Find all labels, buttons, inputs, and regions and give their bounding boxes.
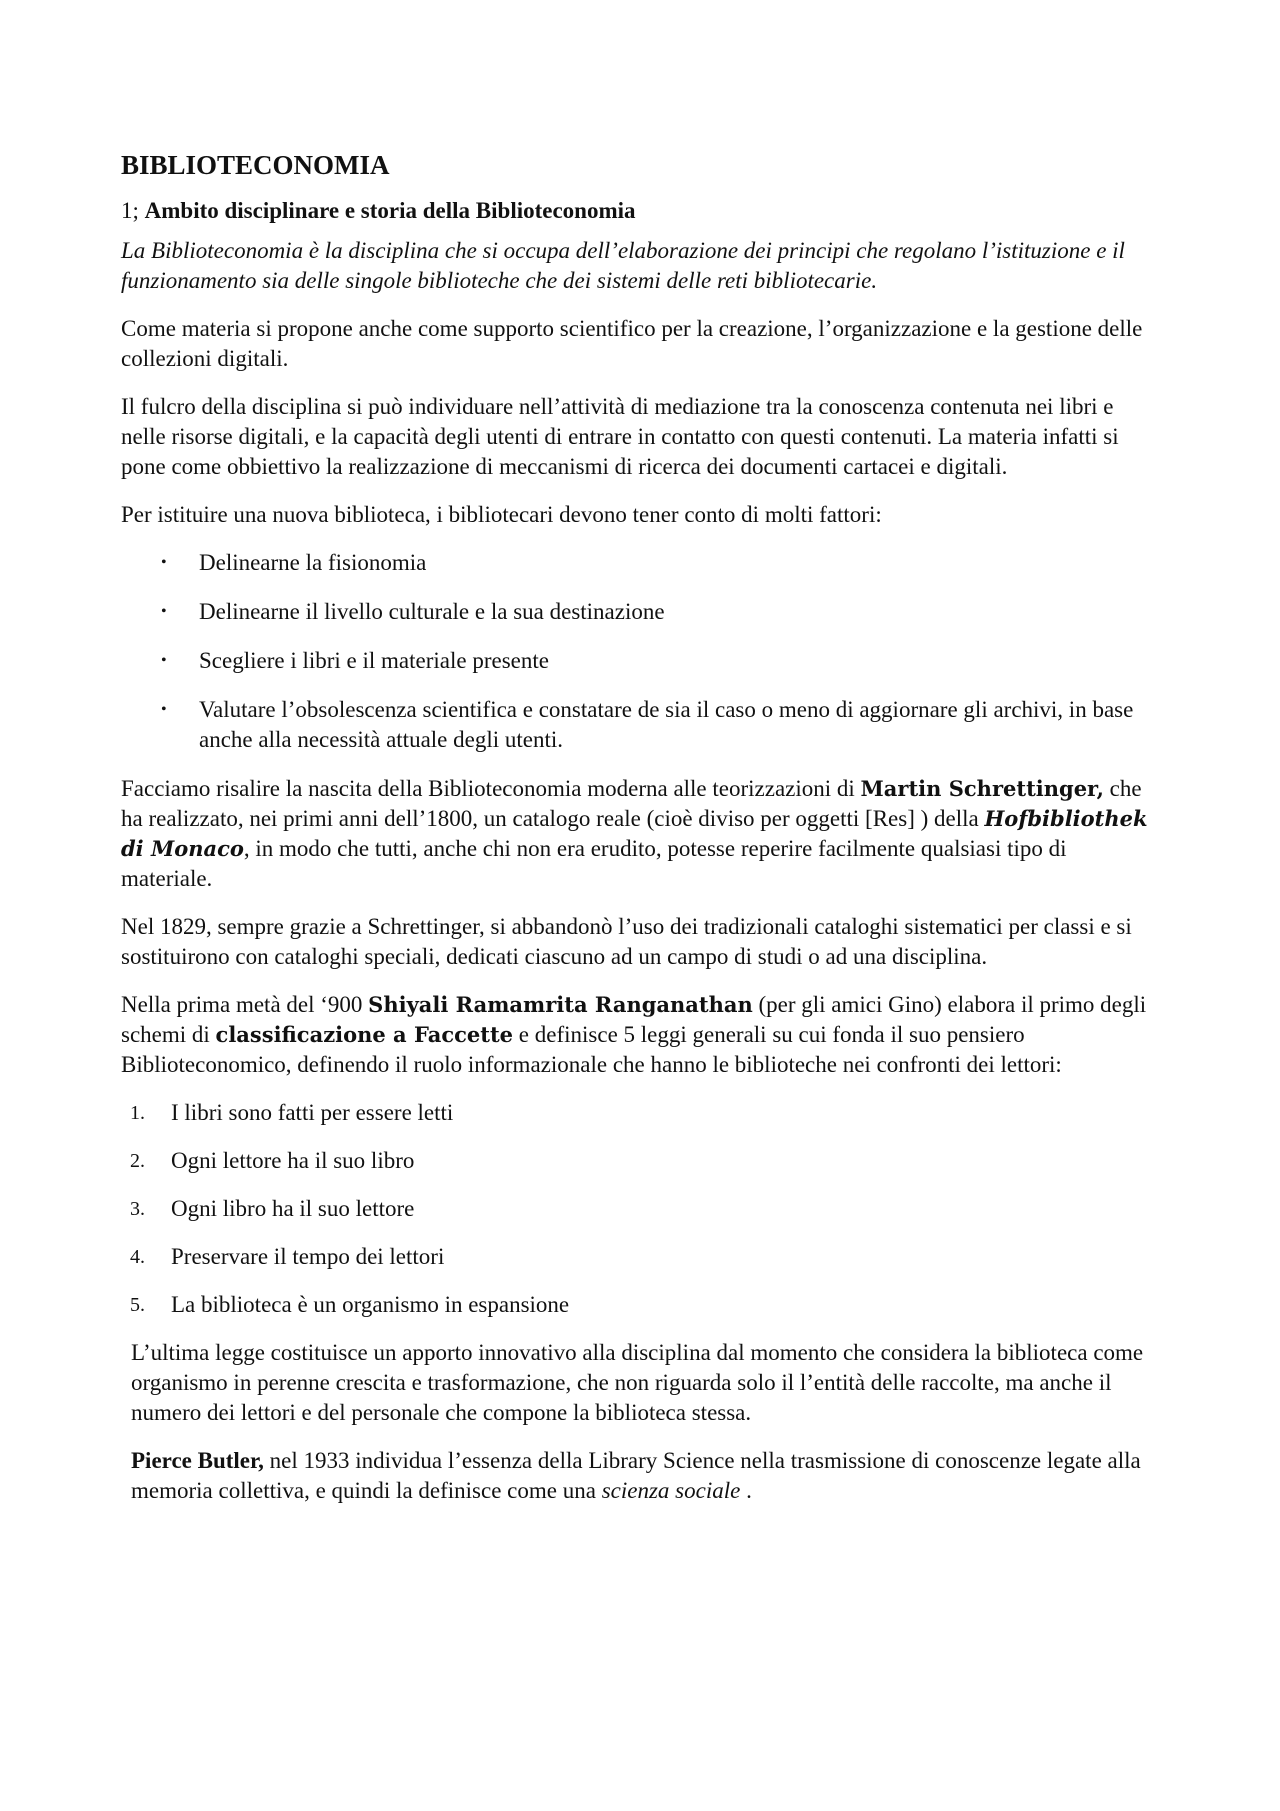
ranganathan-mid: (per gli amici Gino) elabora il primo degli schemi di <box>121 992 1147 1047</box>
list-item <box>121 597 1161 627</box>
list-item-text: Scegliere i libri e il materiale presente <box>199 648 549 673</box>
list-item-text: Ogni libro ha il suo lettore <box>171 1196 415 1221</box>
list-item <box>121 1146 1161 1176</box>
schrettinger-lead: Facciamo risalire la nascita della Biblioteconomia moderna alle teorizzazioni di <box>121 776 861 801</box>
ranganathan-lead: Nella prima metà del ‘900 <box>121 992 369 1017</box>
istituire-paragraph: Per istituire una nuova biblioteca, i bibliotecari devono tener conto di molti fattori: <box>121 502 882 527</box>
support-paragraph: Come materia si propone anche come supporto scientifico per la creazione, l’organizzazione e la gestione delle collezioni digitali. <box>121 316 1143 371</box>
list-item <box>121 548 1161 578</box>
fulcro-paragraph: Il fulcro della disciplina si può individuare nell’attività di mediazione tra la conoscenza contenuta nei libri e nelle risorse digitali, e la capacità degli utenti di entrare in contatto con questi contenuti. La materia infatti si pone come obbiettivo la realizzazione di meccanismi di ricerca dei documenti cartacei e digitali. <box>121 394 1119 479</box>
ranganathan-paragraph <box>121 990 1161 1080</box>
schrettinger-paragraph <box>121 774 1161 894</box>
list-item-text: La biblioteca è un organismo in espansione <box>171 1292 570 1317</box>
hofbibliothek-name: Hofbibliothek di Monaco <box>121 806 1148 861</box>
butler-text: nel 1933 individua l’essenza della Library Science nella trasmissione di conoscenze legate alla memoria collettiva, e quindi la definisce come una <box>131 1448 1141 1503</box>
bullet-icon: • <box>161 554 167 571</box>
section-heading <box>121 196 1161 226</box>
bullet-icon: • <box>161 652 167 669</box>
laws-list <box>121 1098 1161 1320</box>
list-item-text: Preservare il tempo dei lettori <box>171 1244 445 1269</box>
section-number: 1; <box>121 198 145 223</box>
butler-name: Pierce Butler, <box>131 1448 264 1473</box>
list-number: 2. <box>130 1150 145 1172</box>
social-science-term: scienza sociale <box>601 1478 741 1503</box>
list-item <box>121 1290 1161 1320</box>
list-item-text: Valutare l’obsolescenza scientifica e constatare de sia il caso o meno di aggiornare gli archivi, in base anche alla necessità attuale degli utenti. <box>199 697 1134 752</box>
definition-paragraph: La Biblioteconomia è la disciplina che si occupa dell’elaborazione dei principi che regolano l’istituzione e il funzionamento sia delle singole biblioteche che dei sistemi delle reti bibliotecarie. <box>121 238 1125 293</box>
ultima-legge-paragraph: L’ultima legge costituisce un apporto innovativo alla disciplina dal momento che considera la biblioteca come organismo in perenne crescita e trasformazione, che non riguarda solo il l’entità delle raccolte, ma anche il numero dei lettori e del personale che compone la biblioteca stessa. <box>131 1340 1144 1425</box>
document-page <box>121 148 1161 1524</box>
ranganathan-name: Shiyali Ramamrita Ranganathan <box>368 992 753 1017</box>
bullet-icon: • <box>161 701 167 718</box>
list-number: 5. <box>130 1294 145 1316</box>
butler-end: . <box>740 1478 752 1503</box>
list-item-text: Delinearne il livello culturale e la sua destinazione <box>199 599 665 624</box>
list-number: 1. <box>130 1102 145 1124</box>
section-title: Ambito disciplinare e storia della Biblioteconomia <box>144 198 636 223</box>
ranganathan-tail: e definisce 5 leggi generali su cui fonda il suo pensiero Biblioteconomico, definendo il ruolo informazionale che hanno le biblioteche nei confronti dei lettori: <box>121 1022 1062 1077</box>
list-item <box>121 1194 1161 1224</box>
list-item <box>121 646 1161 676</box>
butler-paragraph <box>121 1446 1161 1506</box>
list-item-text: Ogni lettore ha il suo libro <box>171 1148 415 1173</box>
list-item <box>121 695 1161 755</box>
list-item-text: I libri sono fatti per essere letti <box>171 1100 454 1125</box>
schrettinger-name: Martin Schrettinger, <box>860 776 1104 801</box>
faceted-classification-term: classificazione a Faccette <box>215 1022 514 1047</box>
schrettinger-mid: che ha realizzato, nei primi anni dell’1800, un catalogo reale (cioè diviso per oggetti [Res] ) della <box>121 776 1142 831</box>
list-item <box>121 1242 1161 1272</box>
schrettinger-tail: , in modo che tutti, anche chi non era erudito, potesse reperire facilmente qualsiasi tipo di materiale. <box>121 836 1067 891</box>
list-item-text: Delinearne la fisionomia <box>199 550 427 575</box>
list-item <box>121 1098 1161 1128</box>
list-number: 4. <box>130 1246 145 1268</box>
catalog-1829-paragraph: Nel 1829, sempre grazie a Schrettinger, si abbandonò l’uso dei tradizionali cataloghi sistematici per classi e si sostituirono con cataloghi speciali, dedicati ciascuno ad un campo di studi o ad una disciplina. <box>121 914 1132 969</box>
list-number: 3. <box>130 1198 145 1220</box>
document-title: BIBLIOTECONOMIA <box>121 150 390 180</box>
bullet-icon: • <box>161 603 167 620</box>
factors-list <box>121 548 1161 755</box>
